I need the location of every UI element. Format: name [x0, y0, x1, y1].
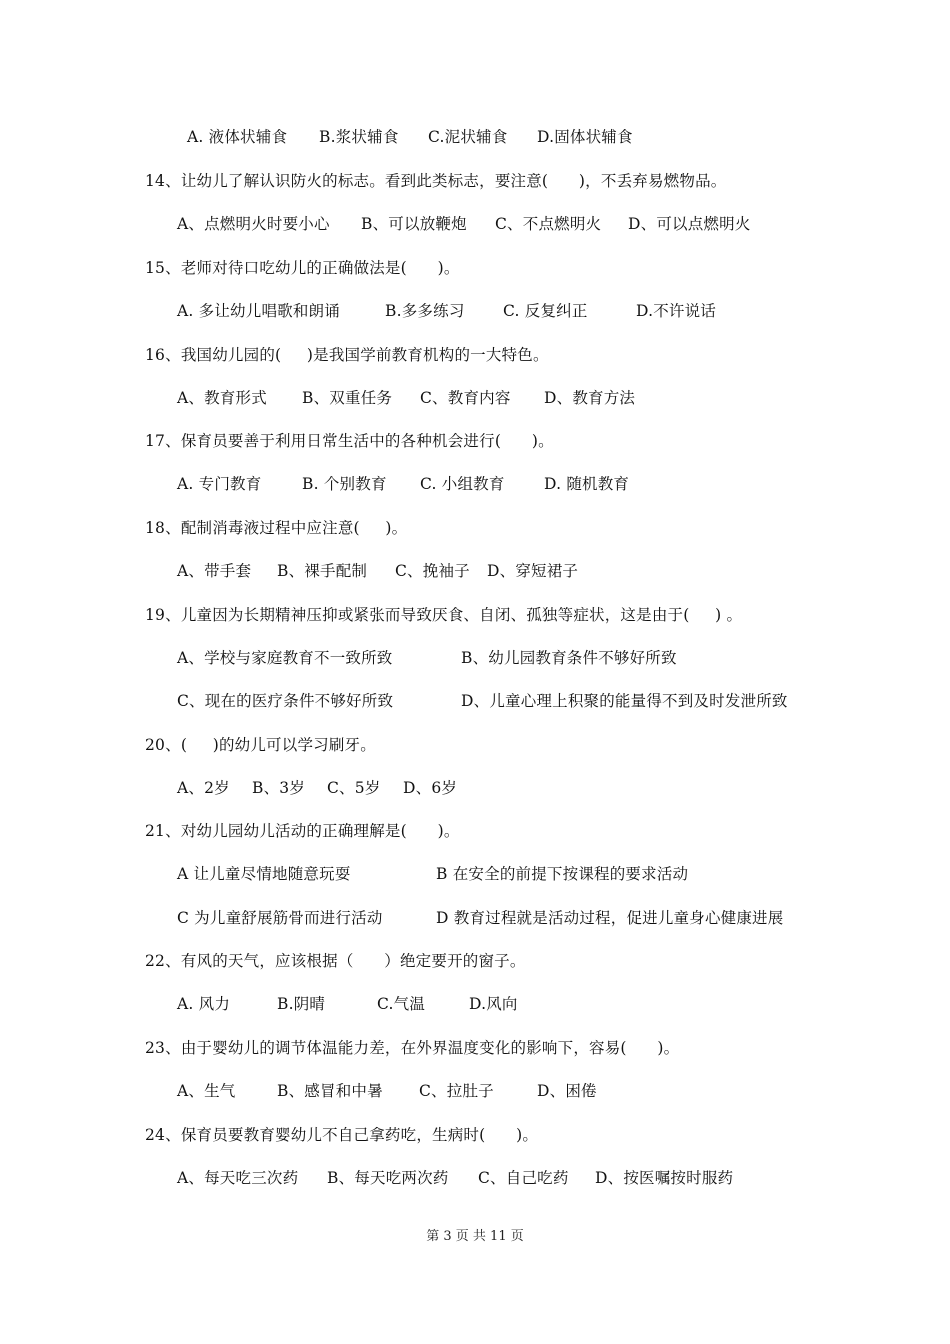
q16-question: 16、我国幼儿园的( )是我国学前教育机构的一大特色。 — [145, 346, 549, 364]
q14-option-b: B、可以放鞭炮 — [361, 215, 467, 233]
q23-option-c: C、拉肚子 — [419, 1082, 494, 1100]
q13-option-c: C.泥状辅食 — [428, 128, 508, 146]
q14-option-c: C、不点燃明火 — [495, 215, 602, 233]
q15-option-b: B.多多练习 — [385, 302, 465, 320]
q18-option-d: D、穿短裙子 — [487, 562, 579, 580]
q21-option-b: B 在安全的前提下按课程的要求活动 — [436, 865, 689, 883]
q21-option-a: A 让儿童尽情地随意玩耍 — [177, 865, 351, 883]
q17-option-c: C. 小组教育 — [420, 475, 505, 493]
q24-option-c: C、自己吃药 — [478, 1169, 569, 1187]
q13-option-b: B.浆状辅食 — [319, 128, 399, 146]
q24-option-d: D、按医嘱按时服药 — [595, 1169, 734, 1187]
q23-option-a: A、生气 — [177, 1082, 236, 1100]
q18-question: 18、配制消毒液过程中应注意( )。 — [145, 519, 408, 537]
q15-option-a: A. 多让幼儿唱歌和朗诵 — [177, 302, 340, 320]
q22-option-b: B.阴晴 — [277, 995, 326, 1013]
q15-option-c: C. 反复纠正 — [503, 302, 588, 320]
q24-option-b: B、每天吃两次药 — [327, 1169, 449, 1187]
q24-question: 24、保育员要教育婴幼儿不自己拿药吃，生病时( )。 — [145, 1126, 539, 1144]
q18-option-a: A、带手套 — [177, 562, 252, 580]
q16-option-d: D、教育方法 — [544, 389, 636, 407]
q14-option-d: D、可以点燃明火 — [628, 215, 751, 233]
q16-option-b: B、双重任务 — [302, 389, 393, 407]
q23-option-b: B、感冒和中暑 — [277, 1082, 383, 1100]
q21-option-d: D 教育过程就是活动过程，促进儿童身心健康进展 — [436, 909, 784, 927]
q18-option-c: C、挽袖子 — [395, 562, 470, 580]
q14-question: 14、让幼儿了解认识防火的标志。看到此类标志，要注意( )，不丢弃易燃物品。 — [145, 172, 727, 190]
q17-question: 17、保育员要善于利用日常生活中的各种机会进行( )。 — [145, 432, 554, 450]
q20-option-c: C、5岁 — [327, 779, 381, 797]
q15-option-d: D.不许说话 — [636, 302, 717, 320]
q19-option-c: C、现在的医疗条件不够好所致 — [177, 692, 394, 710]
q16-option-a: A、教育形式 — [177, 389, 267, 407]
q22-option-d: D.风向 — [469, 995, 518, 1013]
q23-question: 23、由于婴幼儿的调节体温能力差，在外界温度变化的影响下，容易( )。 — [145, 1039, 680, 1057]
q22-question: 22、有风的天气，应该根据（ ）绝定要开的窗子。 — [145, 952, 526, 970]
q19-question: 19、儿童因为长期精神压抑或紧张而导致厌食、自闭、孤独等症状，这是由于( ) 。 — [145, 606, 743, 624]
q23-option-d: D、困倦 — [537, 1082, 597, 1100]
q17-option-d: D. 随机教育 — [544, 475, 630, 493]
q17-option-a: A. 专门教育 — [177, 475, 262, 493]
q22-option-a: A. 风力 — [177, 995, 231, 1013]
q20-option-d: D、6岁 — [403, 779, 458, 797]
q13-option-a: A. 液体状辅食 — [187, 128, 288, 146]
q21-option-c: C 为儿童舒展筋骨而进行活动 — [177, 909, 383, 927]
q24-option-a: A、每天吃三次药 — [177, 1169, 299, 1187]
page-footer: 第 3 页 共 11 页 — [426, 1229, 524, 1244]
q15-question: 15、老师对待口吃幼儿的正确做法是( )。 — [145, 259, 460, 277]
q21-question: 21、对幼儿园幼儿活动的正确理解是( )。 — [145, 822, 460, 840]
q22-option-c: C.气温 — [377, 995, 426, 1013]
q18-option-b: B、裸手配制 — [277, 562, 368, 580]
q16-option-c: C、教育内容 — [420, 389, 511, 407]
q20-question: 20、( )的幼儿可以学习刷牙。 — [145, 736, 376, 754]
q19-option-b: B、幼儿园教育条件不够好所致 — [461, 649, 677, 667]
q13-option-d: D.固体状辅食 — [537, 128, 633, 146]
q19-option-a: A、学校与家庭教育不一致所致 — [177, 649, 393, 667]
q14-option-a: A、点燃明火时要小心 — [177, 215, 330, 233]
q19-option-d: D、儿童心理上积聚的能量得不到及时发泄所致 — [461, 692, 788, 710]
q20-option-a: A、2岁 — [177, 779, 230, 797]
q20-option-b: B、3岁 — [252, 779, 306, 797]
q17-option-b: B. 个别教育 — [302, 475, 387, 493]
